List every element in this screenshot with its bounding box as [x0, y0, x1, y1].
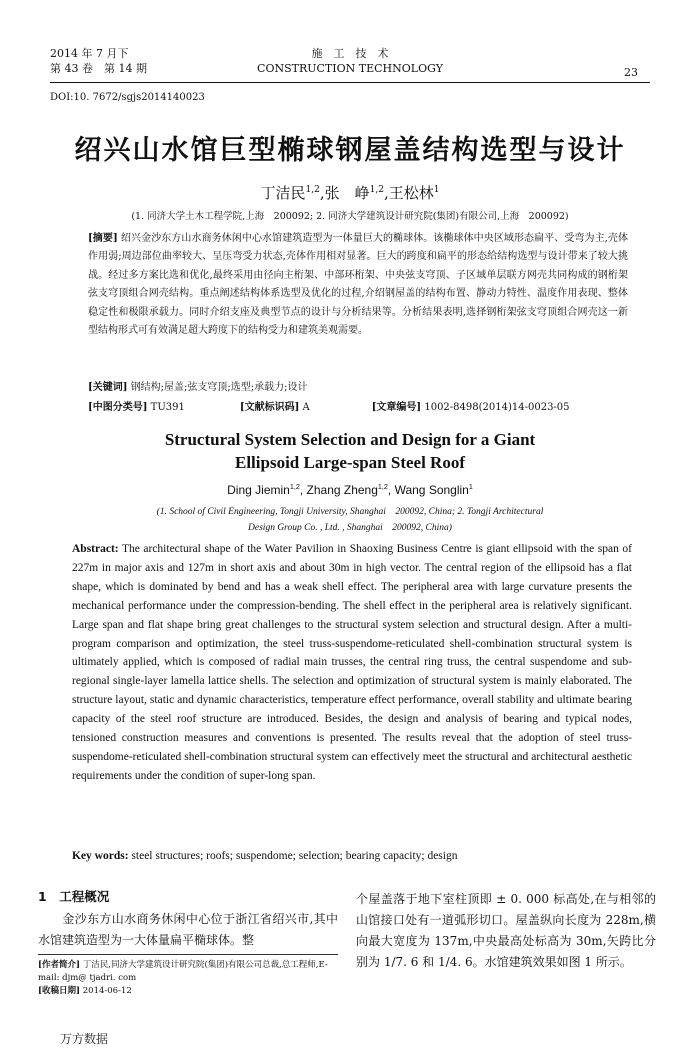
author-en-2: Zhang Zheng [306, 483, 378, 497]
author-en-1-aff: 1,2 [289, 482, 300, 491]
authors-en: Ding Jiemin$^{1,2}$, Zhang Zheng$^{1,2}$, Wang Songlin$^1$ [227, 482, 473, 497]
keywords-cn [88, 378, 628, 393]
author-en-3-aff: 1 [468, 482, 473, 491]
article-no-label: [文章编号] [371, 402, 422, 413]
affiliations-en [0, 504, 700, 536]
author-cn-2-aff: 1,2 [369, 185, 384, 195]
abstract-en-text: The architectural shape of the Water Pavilion in Shaoxing Business Centre is giant ellipsoid with the span of 227m in major axis and 127m in short axis and about 30m in high vector. The central region of the ellipsoid has a flat shape, which is dominated by bend and has a weak shell effect. The peripheral area with large curvature presents the mechanical performance under the compression-bending. The shell effect in the peripheral area is relatively significant. Large span and flat shape bring great challenges to the structural system selection and structural design. After a multi-program comparison and optimization, the steel truss-suspendome-reticulated shell-combination structural system is ultimately applied, which is composed of radial main trusses, the central ring truss, the central suspendome and sub-regional single-layer lamella lattice shells. The selection and optimization of structural system is mainly elaborated. The structure layout, static and dynamic characteristics, temperature effect performance, overall stability and ultimate bearing capacity of the steel roof structure are introduced. Besides, the design and analysis of bearing and typical nodes, tensioned construction measures and conventions is presented. The results reveal that the adoption of steel truss-suspendome-reticulated shell-combination structural system can effectively meet the structural and architectural aesthetic requirements under the condition of super-long span. [72, 543, 632, 782]
doi: DOI:10. 7672/sgjs2014140023 [50, 92, 205, 103]
author-en-1: Ding Jiemin [227, 483, 290, 497]
section-1-right-column: 个屋盖落于地下室柱顶即 ± 0. 000 标高处,在与相邻的山馆接口处有一道弧形切口。屋盖纵向长度为 228m,横向最大宽度为 137m,中央最高处标高为 30m,矢跨比分别为 1/7. 6 和 1/4. 6。水馆建筑效果如图 1 所示。 [356, 892, 656, 969]
affiliations-en-line-1: (1. School of Civil Engineering, Tongji University, Shanghai 200092, China; 2. Tongji Architectural [156, 507, 544, 517]
title-cn: 绍兴山水馆巨型椭球钢屋盖结构选型与设计 [74, 135, 626, 166]
section-1-left-text: 金沙东方山水商务休闲中心位于浙江省绍兴市,其中水馆建筑造型为一大体量扁平椭球体。整 [38, 912, 338, 947]
abstract-cn-label: [摘要] [88, 233, 118, 244]
author-en-3: Wang Songlin [394, 483, 469, 497]
keywords-cn-text: 钢结构;屋盖;弦支穹顶;选型;承载力;设计 [130, 382, 308, 393]
author-cn-3: 王松林 [388, 184, 434, 202]
author-cn-1-aff: 1,2 [305, 185, 320, 195]
abstract-en [72, 540, 632, 786]
title-en-line-1: Structural System Selection and Design for a Giant [164, 430, 536, 449]
author-cn-2: 张 峥 [324, 184, 370, 202]
class-number: TU391 [150, 402, 185, 413]
section-1-left-column [38, 909, 338, 951]
keywords-cn-label: [关键词] [88, 382, 128, 393]
header-volume: 第 43 卷 第 14 期 [50, 62, 147, 75]
keywords-en-text: steel structures; roofs; suspendome; selection; bearing capacity; design [131, 850, 458, 862]
journal-name-en: CONSTRUCTION TECHNOLOGY [257, 62, 443, 75]
footnote-received [38, 985, 338, 998]
footnote-author-label: [作者简介] [38, 960, 81, 970]
author-cn-1: 丁洁民 [260, 184, 306, 202]
abstract-cn [88, 230, 628, 340]
footnote-author [38, 959, 338, 985]
keywords-en [72, 850, 632, 862]
doc-code: A [302, 402, 310, 413]
classification-line [88, 398, 628, 413]
title-en-line-2: Ellipsoid Large-span Steel Roof [235, 453, 465, 472]
class-label: [中图分类号] [88, 402, 148, 413]
header-journal [0, 46, 700, 76]
doc-code-label: [文献标识码] [239, 402, 300, 413]
section-1-heading: 1 工程概况 [38, 889, 110, 904]
header-date: 2014 年 7 月下 [50, 47, 129, 60]
article-number: 1002-8498(2014)14-0023-05 [424, 402, 570, 413]
author-en-2-aff: 1,2 [377, 482, 388, 491]
footnote-rule [38, 954, 338, 955]
header-rule [50, 82, 650, 83]
abstract-cn-text: 绍兴金沙东方山水商务休闲中心水馆建筑造型为一体量巨大的椭球体。该椭球体中央区域形态扁平、受弯为主,壳体作用弱;周边部位曲率较大、呈压弯受力状态,壳体作用相对显著。巨大的跨度和扁平的形态给结构选型与设计带来了较大挑战。经过多方案比选和优化,最终采用由径向主桁架、中部环桁架、中央弦支穹顶、子区域单层联方网壳共同构成的钢桁架弦支穹顶组合网壳结构。重点阐述结构体系选型及优化的过程,介绍钢屋盖的结构布置、静动力特性、温度作用表现、整体稳定性和极限承载力。同时介绍支座及典型节点的设计与分析结果等。分析结果表明,选择钢桁架弦支穹顶组合网壳这一新型结构形式可有效满足超大跨度下的结构受力和建筑美观需要。 [88, 233, 628, 337]
keywords-en-label: Key words: [72, 850, 129, 862]
footnote-received-date: 2014-06-12 [82, 986, 132, 996]
page-number: 23 [624, 66, 638, 79]
title-en [0, 428, 700, 474]
journal-name-cn: 施 工 技 术 [311, 47, 389, 60]
affiliations-cn: (1. 同济大学土木工程学院,上海 200092; 2. 同济大学建筑设计研究院(集团)有限公司,上海 200092) [131, 211, 569, 222]
footnote-received-label: [收稿日期] [38, 986, 81, 996]
authors-cn: 丁洁民$^{1,2}$,张 峥$^{1,2}$,王松林$^1$ [260, 184, 440, 202]
watermark-text: 万方数据 [60, 1032, 109, 1046]
abstract-en-label: Abstract: [72, 543, 119, 555]
footnote-author-text: 丁洁民,同济大学建筑设计研究院(集团)有限公司总裁,总工程师,E-mail: djm@ tjadri. com [38, 960, 328, 983]
footnotes [38, 959, 338, 998]
author-cn-3-aff: 1 [433, 185, 440, 195]
affiliations-en-line-2: Design Group Co. , Ltd. , Shanghai 200092, China) [248, 523, 452, 533]
